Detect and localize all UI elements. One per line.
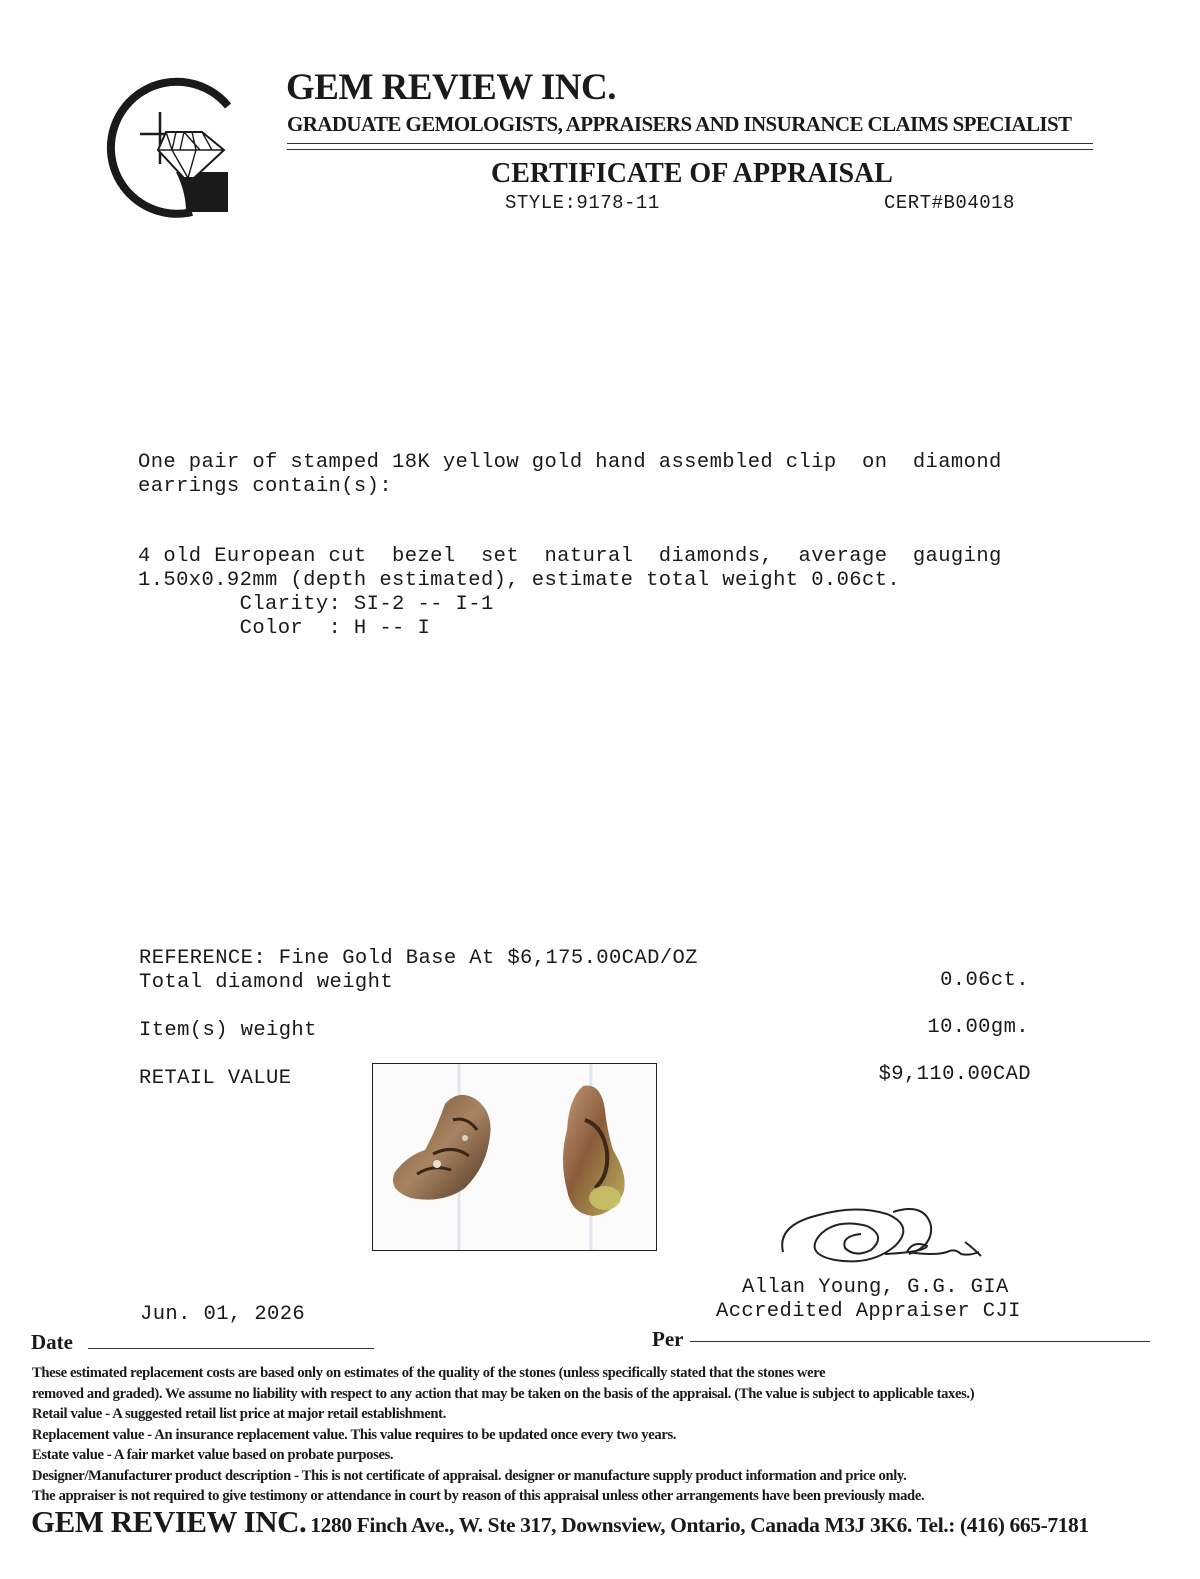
gem-review-logo-icon <box>100 72 240 222</box>
disclaimer-line: Designer/Manufacturer product description - This is not certificate of appraisal. designer or manufacture supply product information and price only. <box>32 1467 907 1484</box>
gold-reference: REFERENCE: Fine Gold Base At $6,175.00CAD/OZ <box>139 947 698 970</box>
certificate-title: CERTIFICATE OF APPRAISAL <box>491 158 893 189</box>
earrings-photo <box>372 1063 657 1251</box>
disclaimer-line: The appraiser is not required to give testimony or attendance in court by reason of this appraisal unless other arrangements have been previously made. <box>32 1488 925 1504</box>
appraiser-name: Allan Young, G.G. GIA <box>742 1276 1009 1299</box>
company-name: GEM REVIEW INC. <box>286 67 616 108</box>
disclaimer-line: These estimated replacement costs are based only on estimates of the quality of the stones (unless specifically stated that the stones were <box>32 1365 826 1381</box>
header-rule <box>287 149 1093 150</box>
footer-company-name: GEM REVIEW INC. <box>31 1504 307 1539</box>
retail-value-amount: $9,110.00CAD <box>878 1063 1031 1086</box>
certificate-number: CERT#B04018 <box>884 192 1015 214</box>
disclaimer-line: removed and graded). We assume no liability with respect to any action that may be taken on the basis of the appraisal. (The value is subject to applicable taxes.) <box>32 1385 975 1402</box>
company-tagline: GRADUATE GEMOLOGISTS, APPRAISERS AND INSURANCE CLAIMS SPECIALIST <box>287 112 1072 136</box>
disclaimer-line: Estate value - A fair market value based on probate purposes. <box>32 1447 394 1463</box>
item-weight-label: Item(s) weight <box>139 1019 317 1042</box>
date-label: Date <box>31 1330 73 1354</box>
disclaimer <box>32 1363 1192 1507</box>
footer <box>31 1504 1089 1540</box>
footer-address: 1280 Finch Ave., W. Ste 317, Downsview, Ontario, Canada M3J 3K6. Tel.: (416) 665-7181 <box>310 1513 1089 1537</box>
per-label: Per <box>652 1327 684 1351</box>
date-value: Jun. 01, 2026 <box>140 1303 306 1326</box>
stone-description: 4 old European cut bezel set natural diamonds, average gauging 1.50x0.92mm (depth estimated), estimate total weight 0.06ct. Clarity: SI-2 -- I-1 Color : H -- I <box>138 545 1002 640</box>
total-diamond-weight-value: 0.06ct. <box>940 969 1029 992</box>
total-diamond-weight-label: Total diamond weight <box>139 971 394 994</box>
header-rule <box>287 143 1093 144</box>
date-signature-line <box>88 1348 374 1349</box>
item-weight-value: 10.00gm. <box>927 1016 1029 1039</box>
signature-icon <box>775 1196 995 1276</box>
disclaimer-line: Retail value - A suggested retail list price at major retail establishment. <box>32 1406 446 1422</box>
style-number: STYLE:9178-11 <box>505 192 660 214</box>
disclaimer-line: Replacement value - An insurance replacement value. This value requires to be updated once every two years. <box>32 1426 677 1443</box>
retail-value-label: RETAIL VALUE <box>139 1067 292 1090</box>
appraiser-title: Accredited Appraiser CJI <box>716 1300 1021 1323</box>
per-signature-line <box>690 1341 1150 1342</box>
item-description: One pair of stamped 18K yellow gold hand assembled clip on diamond earrings contain(s): <box>138 451 1002 498</box>
